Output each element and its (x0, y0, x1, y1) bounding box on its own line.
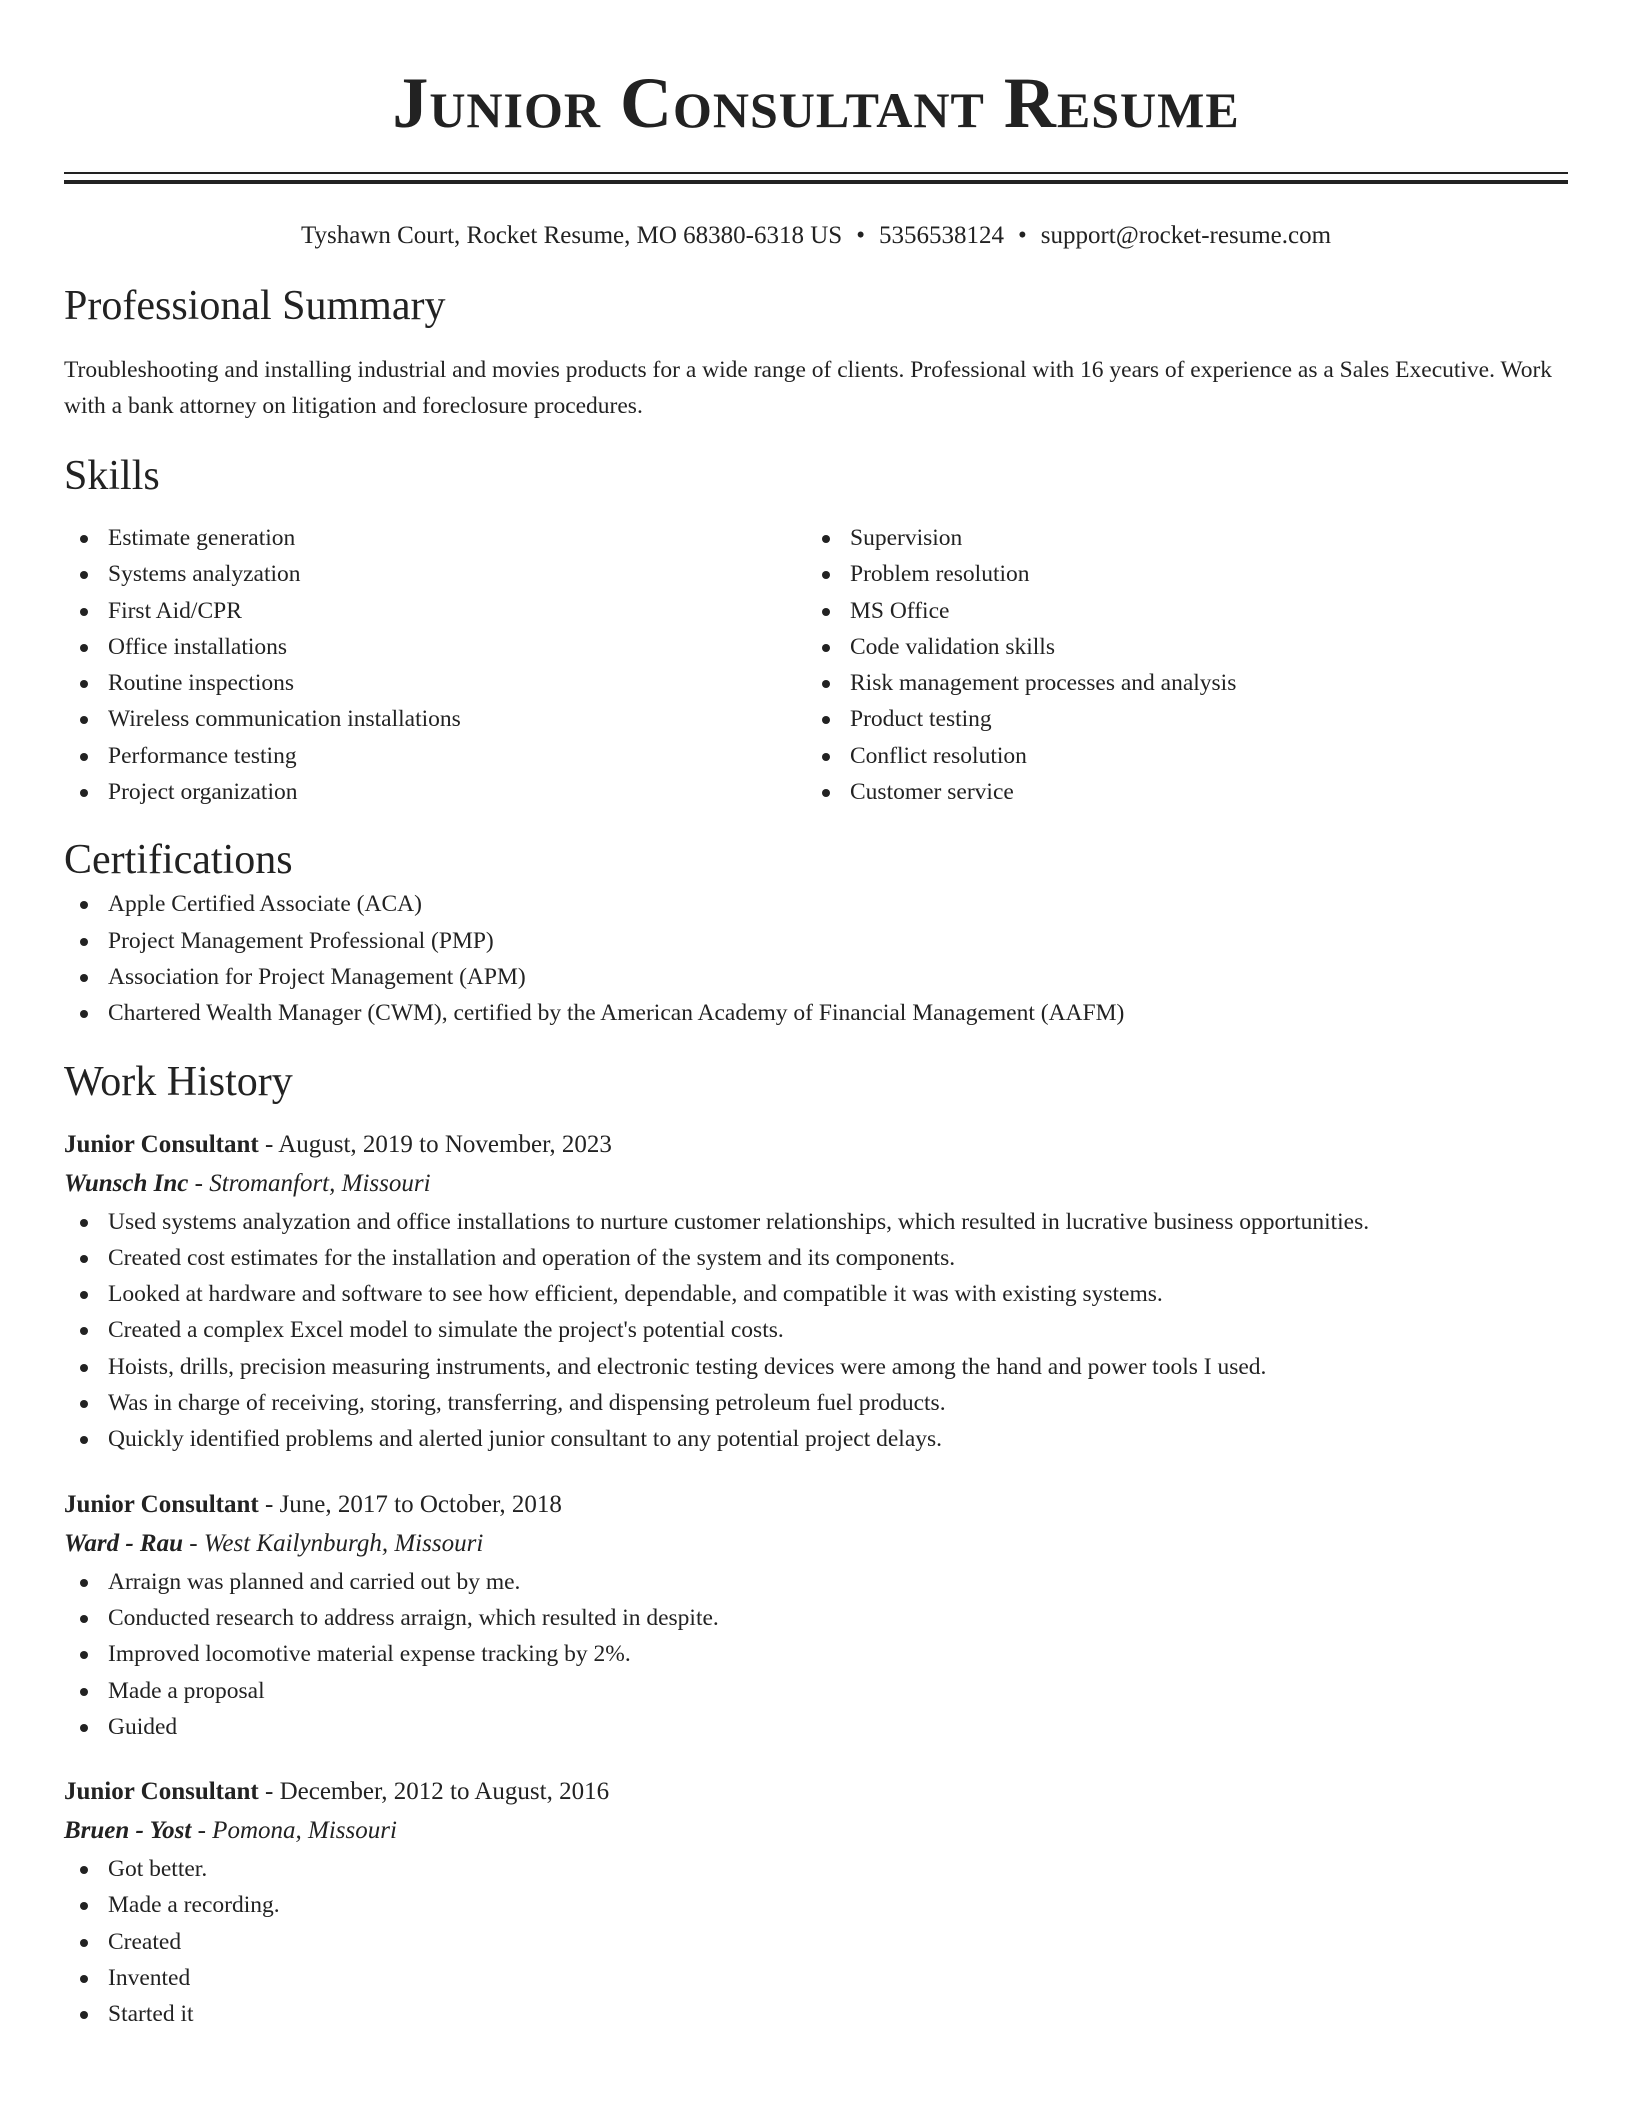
certification-item (64, 923, 1568, 959)
summary-text: Troubleshooting and installing industrial and movies products for a wide range of clients. Professional with 16 years of experience as a Sales Executive. Work with a bank attorney on litigation and foreclosure procedures. (64, 357, 1553, 419)
job-company: Bruen - Yost (64, 1817, 192, 1845)
job-bullet-text: Looked at hardware and software to see how efficient, dependable, and compatible it was with existing systems. (108, 1281, 1163, 1308)
job-dates: - June, 2017 to October, 2018 (258, 1490, 562, 1518)
skill-item-text: Systems analyzation (108, 561, 301, 588)
job-entry (64, 1773, 1568, 2032)
bullet-icon (822, 644, 830, 652)
job-company-line (64, 1164, 1568, 1204)
skill-item (806, 665, 1548, 701)
bullet-icon (80, 1975, 88, 1983)
skill-item (64, 774, 806, 810)
job-title-line (64, 1126, 1568, 1164)
job-bullet (64, 1349, 1568, 1385)
certifications-list (64, 886, 1568, 1031)
skills-list-left (64, 520, 806, 810)
skill-item (806, 701, 1548, 737)
job-bullet (64, 1924, 1568, 1960)
job-bullet (64, 1636, 1568, 1672)
job-bullet (64, 1851, 1568, 1887)
bullet-icon (80, 1436, 88, 1444)
job-bullets (64, 1204, 1568, 1458)
job-bullet (64, 1240, 1568, 1276)
certifications-heading: Certifications (64, 837, 293, 884)
bullet-icon (80, 2011, 88, 2019)
bullet-icon (80, 1400, 88, 1408)
job-bullets (64, 1564, 1568, 1745)
job-location: - Pomona, Missouri (191, 1817, 397, 1845)
job-bullet (64, 1887, 1568, 1923)
skill-item-text: Problem resolution (850, 561, 1030, 588)
certification-item (64, 886, 1568, 922)
skill-item (806, 593, 1548, 629)
job-company-line (64, 1524, 1568, 1564)
job-bullet-text: Made a recording. (108, 1892, 280, 1919)
job-title-line (64, 1486, 1568, 1524)
certification-item-text: Chartered Wealth Manager (CWM), certified by the American Academy of Financial Management (AAFM) (108, 1000, 1125, 1027)
bullet-icon (80, 901, 88, 909)
skill-item-text: Customer service (850, 779, 1014, 806)
skill-item (64, 629, 806, 665)
job-bullet-text: Used systems analyzation and office installations to nurture customer relationships, which resulted in lucrative business opportunities. (108, 1208, 1370, 1235)
bullet-icon (822, 789, 830, 797)
skill-item (806, 556, 1548, 592)
contact-phone: 5356538124 (878, 222, 1004, 249)
job-bullet-text: Conducted research to address arraign, which resulted in despite. (108, 1604, 719, 1631)
bullet-icon (822, 680, 830, 688)
skill-item-text: Office installations (108, 633, 288, 660)
skill-item (64, 593, 806, 629)
bullet-icon (80, 571, 88, 579)
job-company: Wunsch Inc (64, 1169, 189, 1197)
skill-item-text: Estimate generation (108, 525, 296, 551)
bullet-icon (822, 608, 830, 616)
contact-line (64, 220, 1568, 252)
skill-item-text: Performance testing (108, 742, 297, 769)
job-bullet-text: Started it (108, 2001, 194, 2028)
certification-item-text: Apple Certified Associate (ACA) (108, 891, 422, 918)
job-bullet-text: Quickly identified problems and alerted junior consultant to any potential project delays. (108, 1426, 943, 1453)
job-bullet-text: Created cost estimates for the installation and operation of the system and its components. (108, 1244, 956, 1271)
bullet-icon (80, 974, 88, 982)
job-bullet-text: Guided (108, 1713, 178, 1740)
title-rule-thick (64, 180, 1568, 184)
bullet-icon (80, 1724, 88, 1732)
title-rule-thin (64, 172, 1568, 174)
job-company-line (64, 1811, 1568, 1851)
bullet-icon (80, 716, 88, 724)
skills-list-right (806, 520, 1548, 810)
skill-item-text: Risk management processes and analysis (850, 670, 1237, 697)
skills-column-right (806, 520, 1548, 810)
job-bullet (64, 1312, 1568, 1348)
skill-item-text: Conflict resolution (850, 742, 1027, 769)
bullet-icon (80, 535, 88, 543)
skill-item-text: Supervision (850, 525, 963, 551)
job-bullet (64, 1709, 1568, 1745)
bullet-icon (80, 1615, 88, 1623)
job-bullet (64, 1385, 1568, 1421)
skill-item (64, 520, 806, 556)
certification-item (64, 959, 1568, 995)
bullet-icon (80, 1255, 88, 1263)
job-dates: - December, 2012 to August, 2016 (258, 1778, 610, 1806)
job-bullet (64, 1421, 1568, 1457)
job-bullet-text: Arraign was planned and carried out by me. (108, 1568, 521, 1595)
bullet-icon (80, 680, 88, 688)
job-bullets (64, 1851, 1568, 2032)
bullet-icon (80, 938, 88, 946)
job-bullet-text: Made a proposal (108, 1677, 265, 1704)
job-bullet (64, 1204, 1568, 1240)
job-entry (64, 1126, 1568, 1458)
job-bullet (64, 1673, 1568, 1709)
job-bullet (64, 1564, 1568, 1600)
contact-separator: • (1017, 222, 1027, 249)
skill-item-text: Product testing (850, 706, 992, 733)
job-bullet (64, 1276, 1568, 1312)
bullet-icon (80, 753, 88, 761)
skills-columns (64, 520, 1568, 810)
skill-item (806, 738, 1548, 774)
skill-item (806, 520, 1548, 556)
resume-title: Junior Consultant Resume (392, 63, 1240, 143)
skill-item-text: Wireless communication installations (108, 706, 461, 733)
certification-item-text: Project Management Professional (PMP) (108, 927, 494, 954)
work-history-heading: Work History (64, 1058, 293, 1105)
skills-column-left (64, 520, 806, 810)
job-bullet-text: Created (108, 1928, 182, 1955)
bullet-icon (80, 1866, 88, 1874)
skill-item (806, 629, 1548, 665)
job-entry (64, 1486, 1568, 1745)
job-location: - Stromanfort, Missouri (188, 1169, 431, 1197)
skill-item (64, 738, 806, 774)
summary-heading: Professional Summary (64, 283, 446, 329)
job-role: Junior Consultant (64, 1490, 259, 1518)
job-bullet (64, 1960, 1568, 1996)
bullet-icon (822, 535, 830, 543)
bullet-icon (80, 1902, 88, 1910)
bullet-icon (822, 571, 830, 579)
bullet-icon (822, 716, 830, 724)
job-location: - West Kailynburgh, Missouri (183, 1529, 484, 1557)
job-title-line (64, 1773, 1568, 1811)
job-bullet-text: Was in charge of receiving, storing, transferring, and dispensing petroleum fuel products. (108, 1390, 946, 1417)
contact-address: Tyshawn Court, Rocket Resume, MO 68380-6318 US (300, 222, 843, 249)
bullet-icon (80, 644, 88, 652)
bullet-icon (80, 1688, 88, 1696)
bullet-icon (80, 1364, 88, 1372)
certification-item (64, 995, 1568, 1031)
bullet-icon (80, 1327, 88, 1335)
job-dates: - August, 2019 to November, 2023 (258, 1130, 612, 1158)
skill-item-text: Project organization (108, 779, 298, 806)
skill-item-text: Routine inspections (108, 670, 295, 697)
bullet-icon (822, 753, 830, 761)
skill-item (806, 774, 1548, 810)
certification-item-text: Association for Project Management (APM) (108, 963, 526, 990)
skill-item (64, 665, 806, 701)
skill-item-text: MS Office (850, 597, 950, 624)
job-company: Ward - Rau (64, 1529, 184, 1557)
skills-heading: Skills (64, 453, 160, 499)
bullet-icon (80, 608, 88, 616)
bullet-icon (80, 1579, 88, 1587)
bullet-icon (80, 1010, 88, 1018)
bullet-icon (80, 1939, 88, 1947)
contact-separator: • (856, 222, 865, 249)
skill-item-text: Code validation skills (850, 633, 1055, 660)
bullet-icon (80, 1219, 88, 1227)
bullet-icon (80, 1291, 88, 1299)
job-bullet-text: Improved locomotive material expense tracking by 2%. (108, 1641, 631, 1668)
job-role: Junior Consultant (64, 1778, 259, 1806)
skill-item-text: First Aid/CPR (108, 597, 242, 624)
job-bullet-text: Invented (108, 1965, 191, 1992)
job-bullet-text: Created a complex Excel model to simulate the project's potential costs. (108, 1317, 784, 1344)
job-role: Junior Consultant (64, 1130, 259, 1158)
skill-item (64, 701, 806, 737)
job-bullet (64, 1996, 1568, 2032)
contact-email[interactable]: support@rocket-resume.com (1040, 222, 1332, 249)
bullet-icon (80, 789, 88, 797)
job-bullet (64, 1600, 1568, 1636)
bullet-icon (80, 1651, 88, 1659)
job-bullet-text: Got better. (108, 1856, 208, 1883)
job-bullet-text: Hoists, drills, precision measuring instruments, and electronic testing devices were among the hand and power tools I used. (108, 1353, 1267, 1380)
skill-item (64, 556, 806, 592)
